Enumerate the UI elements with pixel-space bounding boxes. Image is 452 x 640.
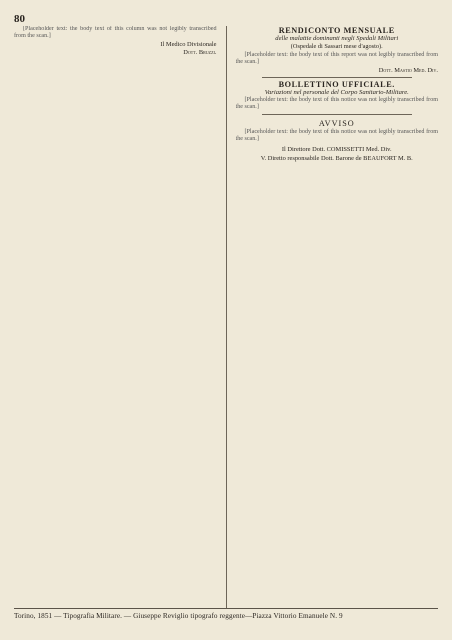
- footer-rule: [14, 608, 438, 609]
- body-paragraph: [Placeholder text: the body text of this column was not legibly transcribed from the scan.]: [14, 26, 217, 40]
- page-number: 80: [14, 13, 25, 25]
- rendiconto-paragraph: [Placeholder text: the body text of this report was not legibly transcribed from the scan.]: [235, 51, 438, 65]
- avviso-paragraph: [Placeholder text: the body text of this notice was not legibly transcribed from the scan.]: [235, 129, 438, 143]
- right-column: [236, 26, 439, 608]
- footer-imprint: Torino, 1851 — Tipografia Militare. — Giuseppe Reviglio tipografo reggente—Piazza Vittorio Emanuele N. 9: [14, 612, 343, 620]
- bollettino-title: BOLLETTINO UFFICIALE.: [278, 80, 395, 90]
- responsible-signature: V. Diretto responsabile Dott. Barone de BEAUFORT M. B.: [260, 154, 413, 162]
- text-columns: [14, 26, 438, 608]
- rendiconto-signature: Dott. Mastio Med. Div.: [378, 67, 438, 75]
- signature-title: Il Medico Divisionale: [160, 41, 217, 49]
- section-rule: [262, 114, 413, 115]
- printer-footer: [14, 612, 438, 620]
- signature-name: Dott. Bruzzi.: [183, 49, 217, 57]
- bollettino-subtitle: Variazioni nel personale del Corpo Sanitario-Militare.: [264, 89, 409, 97]
- rendiconto-title: RENDICONTO MENSUALE: [278, 26, 395, 35]
- section-rule: [262, 77, 413, 78]
- director-signature: Il Direttore Dott. COMISSETTI Med. Div.: [281, 145, 392, 153]
- rendiconto-subtitle-2: (Ospedale di Sassari mese d'agosto).: [290, 42, 383, 50]
- column-divider: [226, 26, 227, 608]
- rendiconto-subtitle: delle malattie dominanti negli Spedali Militari: [275, 35, 399, 43]
- bollettino-paragraph: [Placeholder text: the body text of this notice was not legibly transcribed from the scan.]: [235, 96, 438, 110]
- left-column: [14, 26, 217, 608]
- avviso-title: AVVISO: [318, 119, 355, 129]
